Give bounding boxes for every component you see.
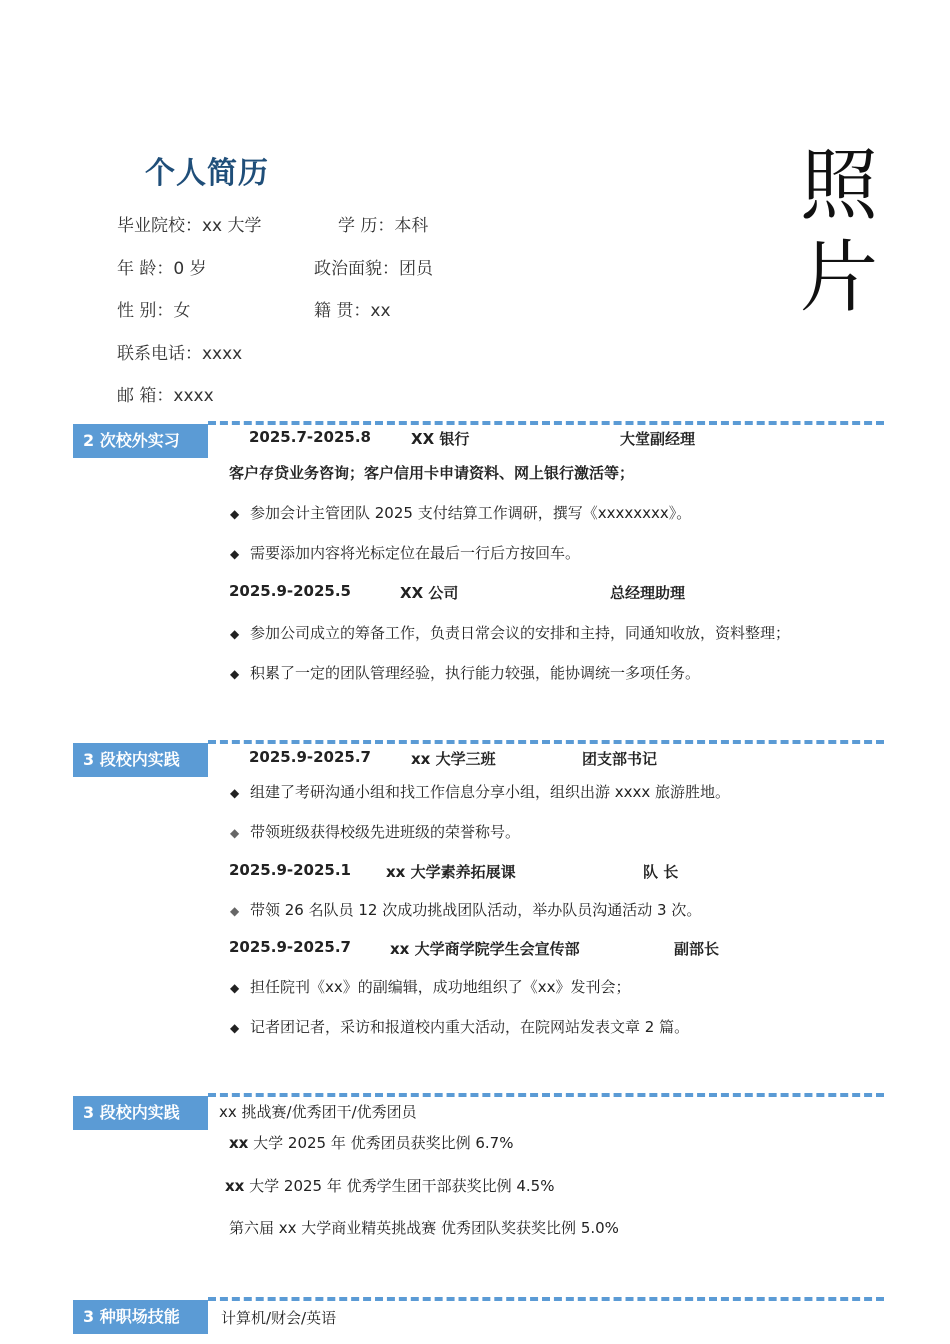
bullet-icon: ◆	[230, 904, 240, 918]
job-org: xx 大学三班	[411, 750, 496, 768]
list-item	[230, 1016, 689, 1037]
section-divider	[208, 421, 884, 425]
job-org: xx 大学商学院学生会宣传部	[390, 940, 580, 958]
list-item	[230, 899, 701, 920]
job-date: 2025.7-2025.8	[249, 428, 371, 446]
award-item: xx 大学 2025 年 优秀学生团干部获奖比例 4.5%	[225, 1177, 555, 1195]
section-divider	[208, 740, 884, 744]
job-date: 2025.9-2025.5	[229, 582, 351, 600]
section-divider	[208, 1093, 884, 1097]
info-email: 邮 箱：xxxx	[117, 386, 214, 406]
photo-char-1: 照	[800, 141, 879, 231]
list-item-text: 积累了一定的团队管理经验，执行能力较强，能协调统一多项任务。	[250, 664, 701, 682]
list-item	[230, 976, 631, 997]
page-title: 个人简历	[145, 156, 269, 191]
job-role: 队 长	[643, 863, 679, 881]
bullet-icon: ◆	[230, 786, 240, 800]
photo-char-2: 片	[800, 233, 879, 323]
list-item-text: 带领 26 名队员 12 次成功挑战团队活动，举办队员沟通活动 3 次。	[250, 901, 702, 919]
bullet-icon: ◆	[230, 981, 240, 995]
info-hometown: 籍 贯：xx	[314, 301, 391, 321]
skills-heading: 计算机/财会/英语	[221, 1309, 337, 1327]
list-item-text: 参加公司成立的筹备工作，负责日常会议的安排和主持，同通知收放，资料整理；	[250, 624, 791, 642]
photo-placeholder	[800, 140, 880, 324]
award-item: xx 大学 2025 年 优秀团员获奖比例 6.7%	[229, 1134, 514, 1152]
bullet-icon: ◆	[230, 826, 240, 840]
job-date: 2025.9-2025.1	[229, 861, 351, 879]
bullet-icon: ◆	[230, 1021, 240, 1035]
awards-heading: xx 挑战赛/优秀团干/优秀团员	[219, 1103, 417, 1121]
job-org: XX 公司	[400, 584, 459, 602]
list-item	[230, 542, 580, 563]
job-role: 副部长	[674, 940, 720, 958]
section-label-campus: 3 段校内实践	[73, 743, 208, 777]
job-org: xx 大学素养拓展课	[386, 863, 516, 881]
bullet-icon: ◆	[230, 547, 240, 561]
section-label-internship: 2 次校外实习	[73, 424, 208, 458]
info-degree: 学 历：本科	[338, 216, 429, 236]
info-age: 年 龄：0 岁	[117, 259, 207, 279]
list-item-text: 需要添加内容将光标定位在最后一行后方按回车。	[250, 544, 581, 562]
list-item-text: 参加会计主管团队 2025 支付结算工作调研，撰写《xxxxxxxx》。	[250, 504, 692, 522]
section-label-awards: 3 段校内实践	[73, 1096, 208, 1130]
job-org: XX 银行	[411, 430, 470, 448]
job-role: 总经理助理	[610, 584, 686, 602]
bullet-icon: ◆	[230, 627, 240, 641]
job-role: 团支部书记	[582, 750, 658, 768]
job-summary: 客户存贷业务咨询；客户信用卡申请资料、网上银行激活等；	[229, 464, 635, 482]
list-item	[230, 502, 691, 523]
bullet-icon: ◆	[230, 667, 240, 681]
job-date: 2025.9-2025.7	[249, 748, 371, 766]
info-school: 毕业院校：xx 大学	[117, 216, 262, 236]
list-item-text: 组建了考研沟通小组和找工作信息分享小组，组织出游 xxxx 旅游胜地。	[250, 783, 731, 801]
job-role: 大堂副经理	[620, 430, 696, 448]
list-item-text: 担任院刊《xx》的副编辑，成功地组织了《xx》发刊会；	[250, 978, 631, 996]
list-item	[230, 622, 790, 643]
list-item	[230, 662, 700, 683]
info-politics: 政治面貌：团员	[314, 259, 433, 279]
list-item	[230, 821, 520, 842]
section-divider	[208, 1297, 884, 1301]
info-gender: 性 别：女	[117, 301, 191, 321]
list-item	[230, 781, 730, 802]
list-item-text: 记者团记者，采访和报道校内重大活动，在院网站发表文章 2 篇。	[250, 1018, 690, 1036]
info-phone: 联系电话：xxxx	[117, 344, 243, 364]
award-item: 第六届 xx 大学商业精英挑战赛 优秀团队奖获奖比例 5.0%	[229, 1219, 619, 1237]
job-date: 2025.9-2025.7	[229, 938, 351, 956]
section-label-skills: 3 种职场技能	[73, 1300, 208, 1334]
list-item-text: 带领班级获得校级先进班级的荣誉称号。	[250, 823, 521, 841]
bullet-icon: ◆	[230, 507, 240, 521]
